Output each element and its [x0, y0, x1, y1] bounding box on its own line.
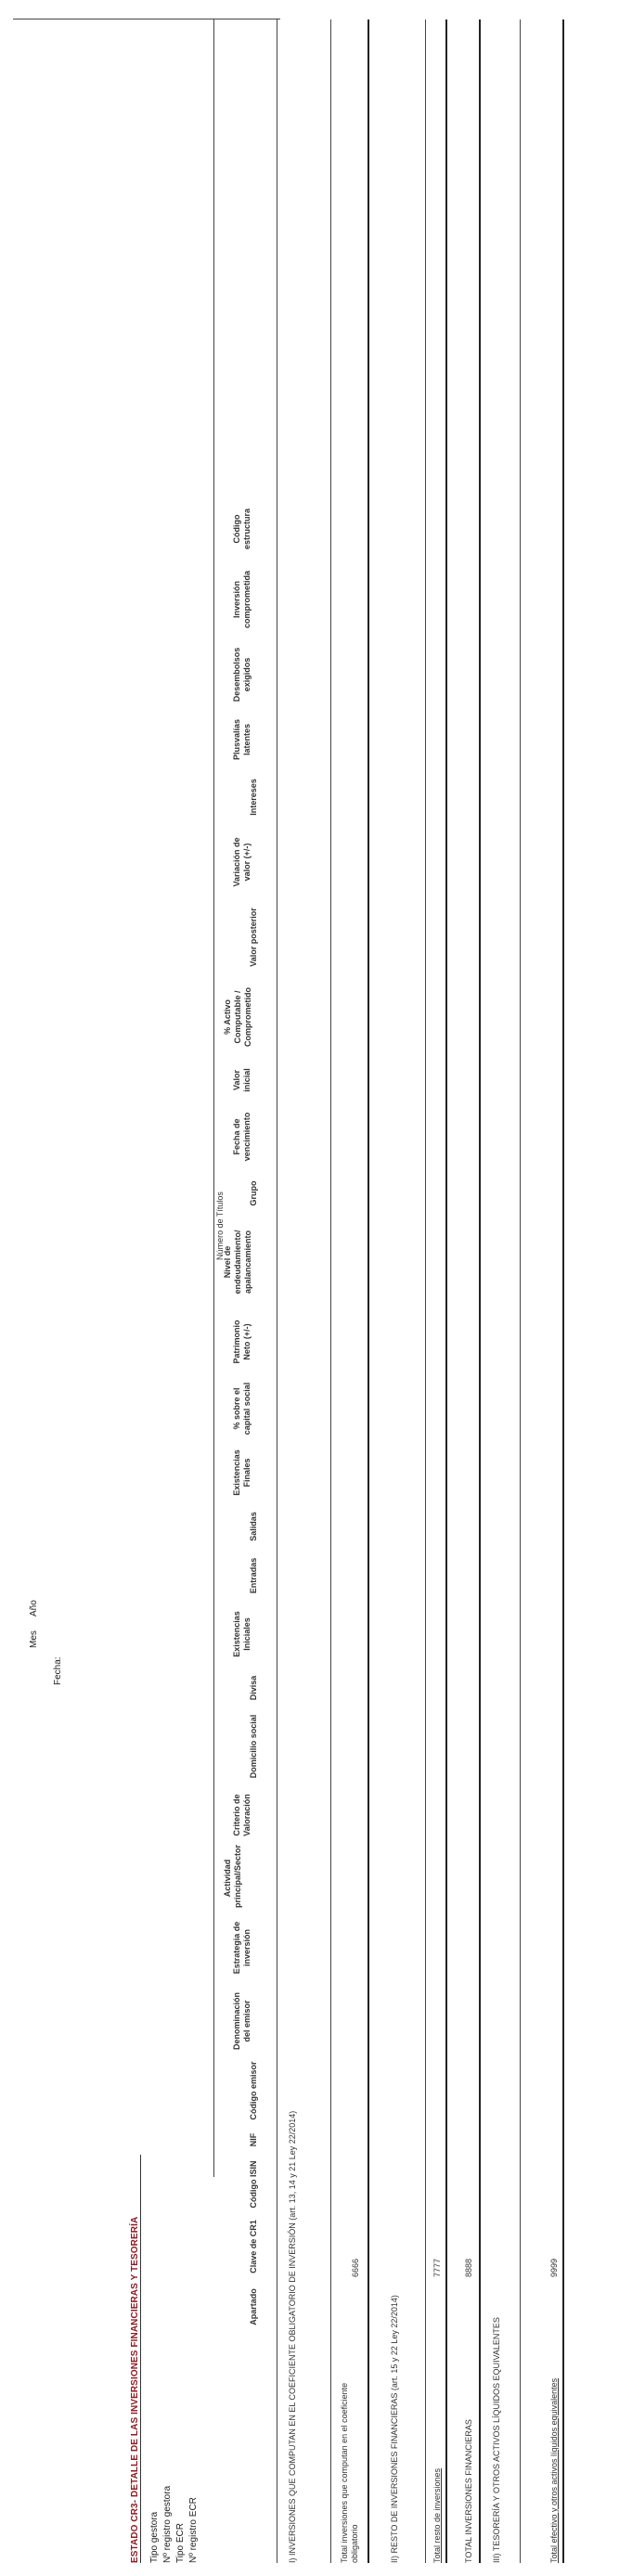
meta-tipo-ecr: Tipo ECR — [175, 2523, 186, 2563]
col-fecha-vencimiento: Fecha de vencimiento — [232, 1112, 252, 1162]
meta-tipo-gestora: Tipo gestora — [149, 2511, 160, 2563]
col-entradas: Entradas — [249, 1557, 258, 1594]
col-apartado: Apartado — [249, 2288, 258, 2325]
col-desembolsos-exigidos: Desembolsos exigidos — [232, 647, 252, 702]
group-header-num-titulos: Número de Títulos — [215, 1191, 225, 1260]
section-1-total-label: Total inversiones que computan en el coeficiente obligatorio — [340, 2382, 359, 2563]
section-2-rule — [425, 19, 426, 2563]
meta-registro-gestora: Nº registro gestora — [162, 2485, 173, 2563]
ano-label: Año — [29, 1600, 39, 1616]
col-clave-cr1: Clave de CR1 — [249, 2220, 258, 2273]
section-3-heading: III) TESORERÍA Y OTROS ACTIVOS LÍQUIDOS EQUIVALENTES — [492, 2317, 501, 2563]
col-denominacion-emisor: Denominación del emisor — [232, 1992, 252, 2051]
section-3-total-rule — [562, 19, 564, 2563]
col-intereses: Intereses — [249, 779, 258, 816]
col-pct-activo-computable: % Activo Computable / Comprometido — [223, 987, 252, 1047]
section-1-total-code: 6666 — [351, 2258, 360, 2277]
col-estrategia-inversion: Estrategia de inversión — [232, 1921, 252, 1975]
col-nivel-endeudamiento: Nivel de endeudamiento/ apalancamiento — [223, 1230, 252, 1294]
col-grupo: Grupo — [249, 1180, 258, 1206]
col-codigo-estructura: Código estructura — [232, 509, 252, 550]
total-inversiones-rule — [479, 19, 481, 2563]
col-codigo-isin: Código ISIN — [249, 2160, 258, 2209]
col-valor-posterior: Valor posterior — [249, 908, 258, 967]
col-existencias-finales: Existencias Finales — [232, 1449, 252, 1496]
col-codigo-emisor: Código emisor — [249, 2061, 258, 2120]
title-underline — [140, 2155, 141, 2563]
meta-registro-ecr: Nº registro ECR — [188, 2497, 199, 2563]
section-2-total-label: Total resto de inversiones — [432, 2467, 442, 2563]
col-variacion-valor: Variación de valor (+/-) — [232, 837, 252, 887]
col-nif: NIF — [249, 2132, 258, 2147]
col-plusvalias-latentes: Plusvalías latentes — [232, 718, 252, 761]
section-2-total-rule — [445, 19, 447, 2563]
section-3-total-code: 9999 — [549, 2258, 559, 2277]
header-top-rule — [213, 19, 214, 2177]
col-actividad-principal: Actividad principal/Sector — [223, 1844, 242, 1908]
section-2-total-code: 7777 — [432, 2258, 442, 2277]
col-valor-inicial: Valor inicial — [232, 1068, 252, 1092]
fecha-label: Fecha: — [53, 1656, 63, 1685]
form-title: ESTADO CR3- DETALLE DE LAS INVERSIONES FINANCIERAS Y TESORERÍA — [130, 2216, 140, 2563]
col-divisa: Divisa — [249, 1675, 258, 1701]
section-3-rule — [520, 19, 521, 2563]
section-1-rule — [330, 19, 331, 2563]
col-criterio-valoracion: Criterio de Valoración — [232, 1794, 252, 1836]
col-inversion-comprometida: Inversión comprometida — [232, 571, 252, 629]
col-salidas: Salidas — [249, 1512, 258, 1541]
col-domicilio-social: Domicilio social — [249, 1714, 258, 1779]
col-pct-capital-social: % sobre el capital social — [232, 1382, 252, 1436]
total-inversiones-code: 8888 — [464, 2258, 473, 2277]
section-1-total-rule — [368, 19, 369, 2563]
col-existencias-iniciales: Existencias Iniciales — [232, 1611, 252, 1657]
mes-label: Mes — [29, 1630, 39, 1648]
section-2-heading: II) RESTO DE INVERSIONES FINANCIERAS (art. 15 y 22 Ley 22/2014) — [390, 2295, 399, 2563]
col-patrimonio-neto: Patrimonio Neto (+/-) — [232, 1320, 252, 1364]
section-3-total-label: Total efectivo y otros activos líquidos equivalentes — [549, 2377, 559, 2563]
total-inversiones-label: TOTAL INVERSIONES FINANCIERAS — [464, 2419, 473, 2563]
section-1-heading: I) INVERSIONES QUE COMPUTAN EN EL COEFICIENTE OBLIGATORIO DE INVERSIÓN (art. 13, 14 y 21 Ley 22/2014) — [288, 2110, 297, 2563]
